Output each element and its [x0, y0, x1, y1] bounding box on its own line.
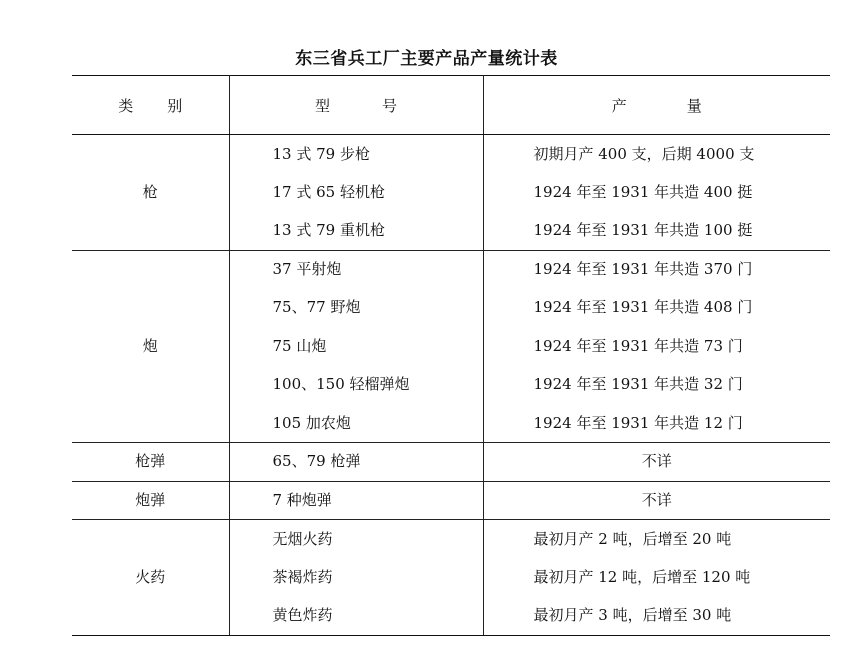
category-cell: 炮弹 [72, 481, 229, 520]
model-cell: 75、77 野炮 [229, 289, 483, 328]
category-cell: 枪 [72, 135, 229, 251]
model-cell: 7 种炮弹 [229, 481, 483, 520]
category-cell: 炮 [72, 250, 229, 443]
output-cell: 初期月产 400 支，后期 4000 支 [533, 144, 755, 163]
model-cell: 75 山炮 [229, 327, 483, 366]
header-output: 产量 [483, 76, 830, 135]
header-category: 类别 [72, 76, 229, 135]
model-cell: 13 式 79 步枪 [229, 135, 483, 174]
category-cell: 火药 [72, 520, 229, 636]
output-cell: 1924 年至 1931 年共造 370 门 [533, 260, 753, 278]
header-model: 型号 [229, 76, 483, 135]
table-row [72, 250, 830, 289]
table-row [72, 481, 830, 520]
table-title: 东三省兵工厂主要产品产量统计表 [295, 49, 558, 69]
table-row [72, 443, 830, 482]
output-cell: 不详 [483, 443, 830, 482]
model-cell: 65、79 枪弹 [229, 443, 483, 482]
model-cell: 17 式 65 轻机枪 [229, 173, 483, 212]
output-cell: 1924 年至 1931 年共造 400 挺 [533, 182, 753, 201]
model-cell: 无烟火药 [229, 520, 483, 559]
production-table [72, 75, 830, 636]
output-cell: 最初月产 12 吨，后增至 120 吨 [533, 567, 751, 586]
model-cell: 茶褐炸药 [229, 558, 483, 597]
header-row [72, 76, 830, 135]
model-cell: 37 平射炮 [229, 250, 483, 289]
output-cell: 不详 [483, 481, 830, 520]
table-row [72, 135, 830, 174]
output-cell: 1924 年至 1931 年共造 73 门 [533, 336, 743, 355]
model-cell: 105 加农炮 [229, 404, 483, 443]
output-cell: 1924 年至 1931 年共造 100 挺 [483, 212, 830, 251]
table-row [72, 520, 830, 559]
output-cell: 1924 年至 1931 年共造 12 门 [483, 404, 830, 443]
output-cell: 1924 年至 1931 年共造 408 门 [533, 298, 753, 317]
category-cell: 枪弹 [72, 443, 229, 482]
output-cell: 1924 年至 1931 年共造 32 门 [533, 375, 743, 394]
model-cell: 黄色炸药 [229, 597, 483, 636]
output-cell: 最初月产 3 吨，后增至 30 吨 [483, 597, 830, 636]
model-cell: 100、150 轻榴弹炮 [229, 366, 483, 405]
model-cell: 13 式 79 重机枪 [229, 212, 483, 251]
output-cell: 最初月产 2 吨，后增至 20 吨 [533, 529, 732, 548]
